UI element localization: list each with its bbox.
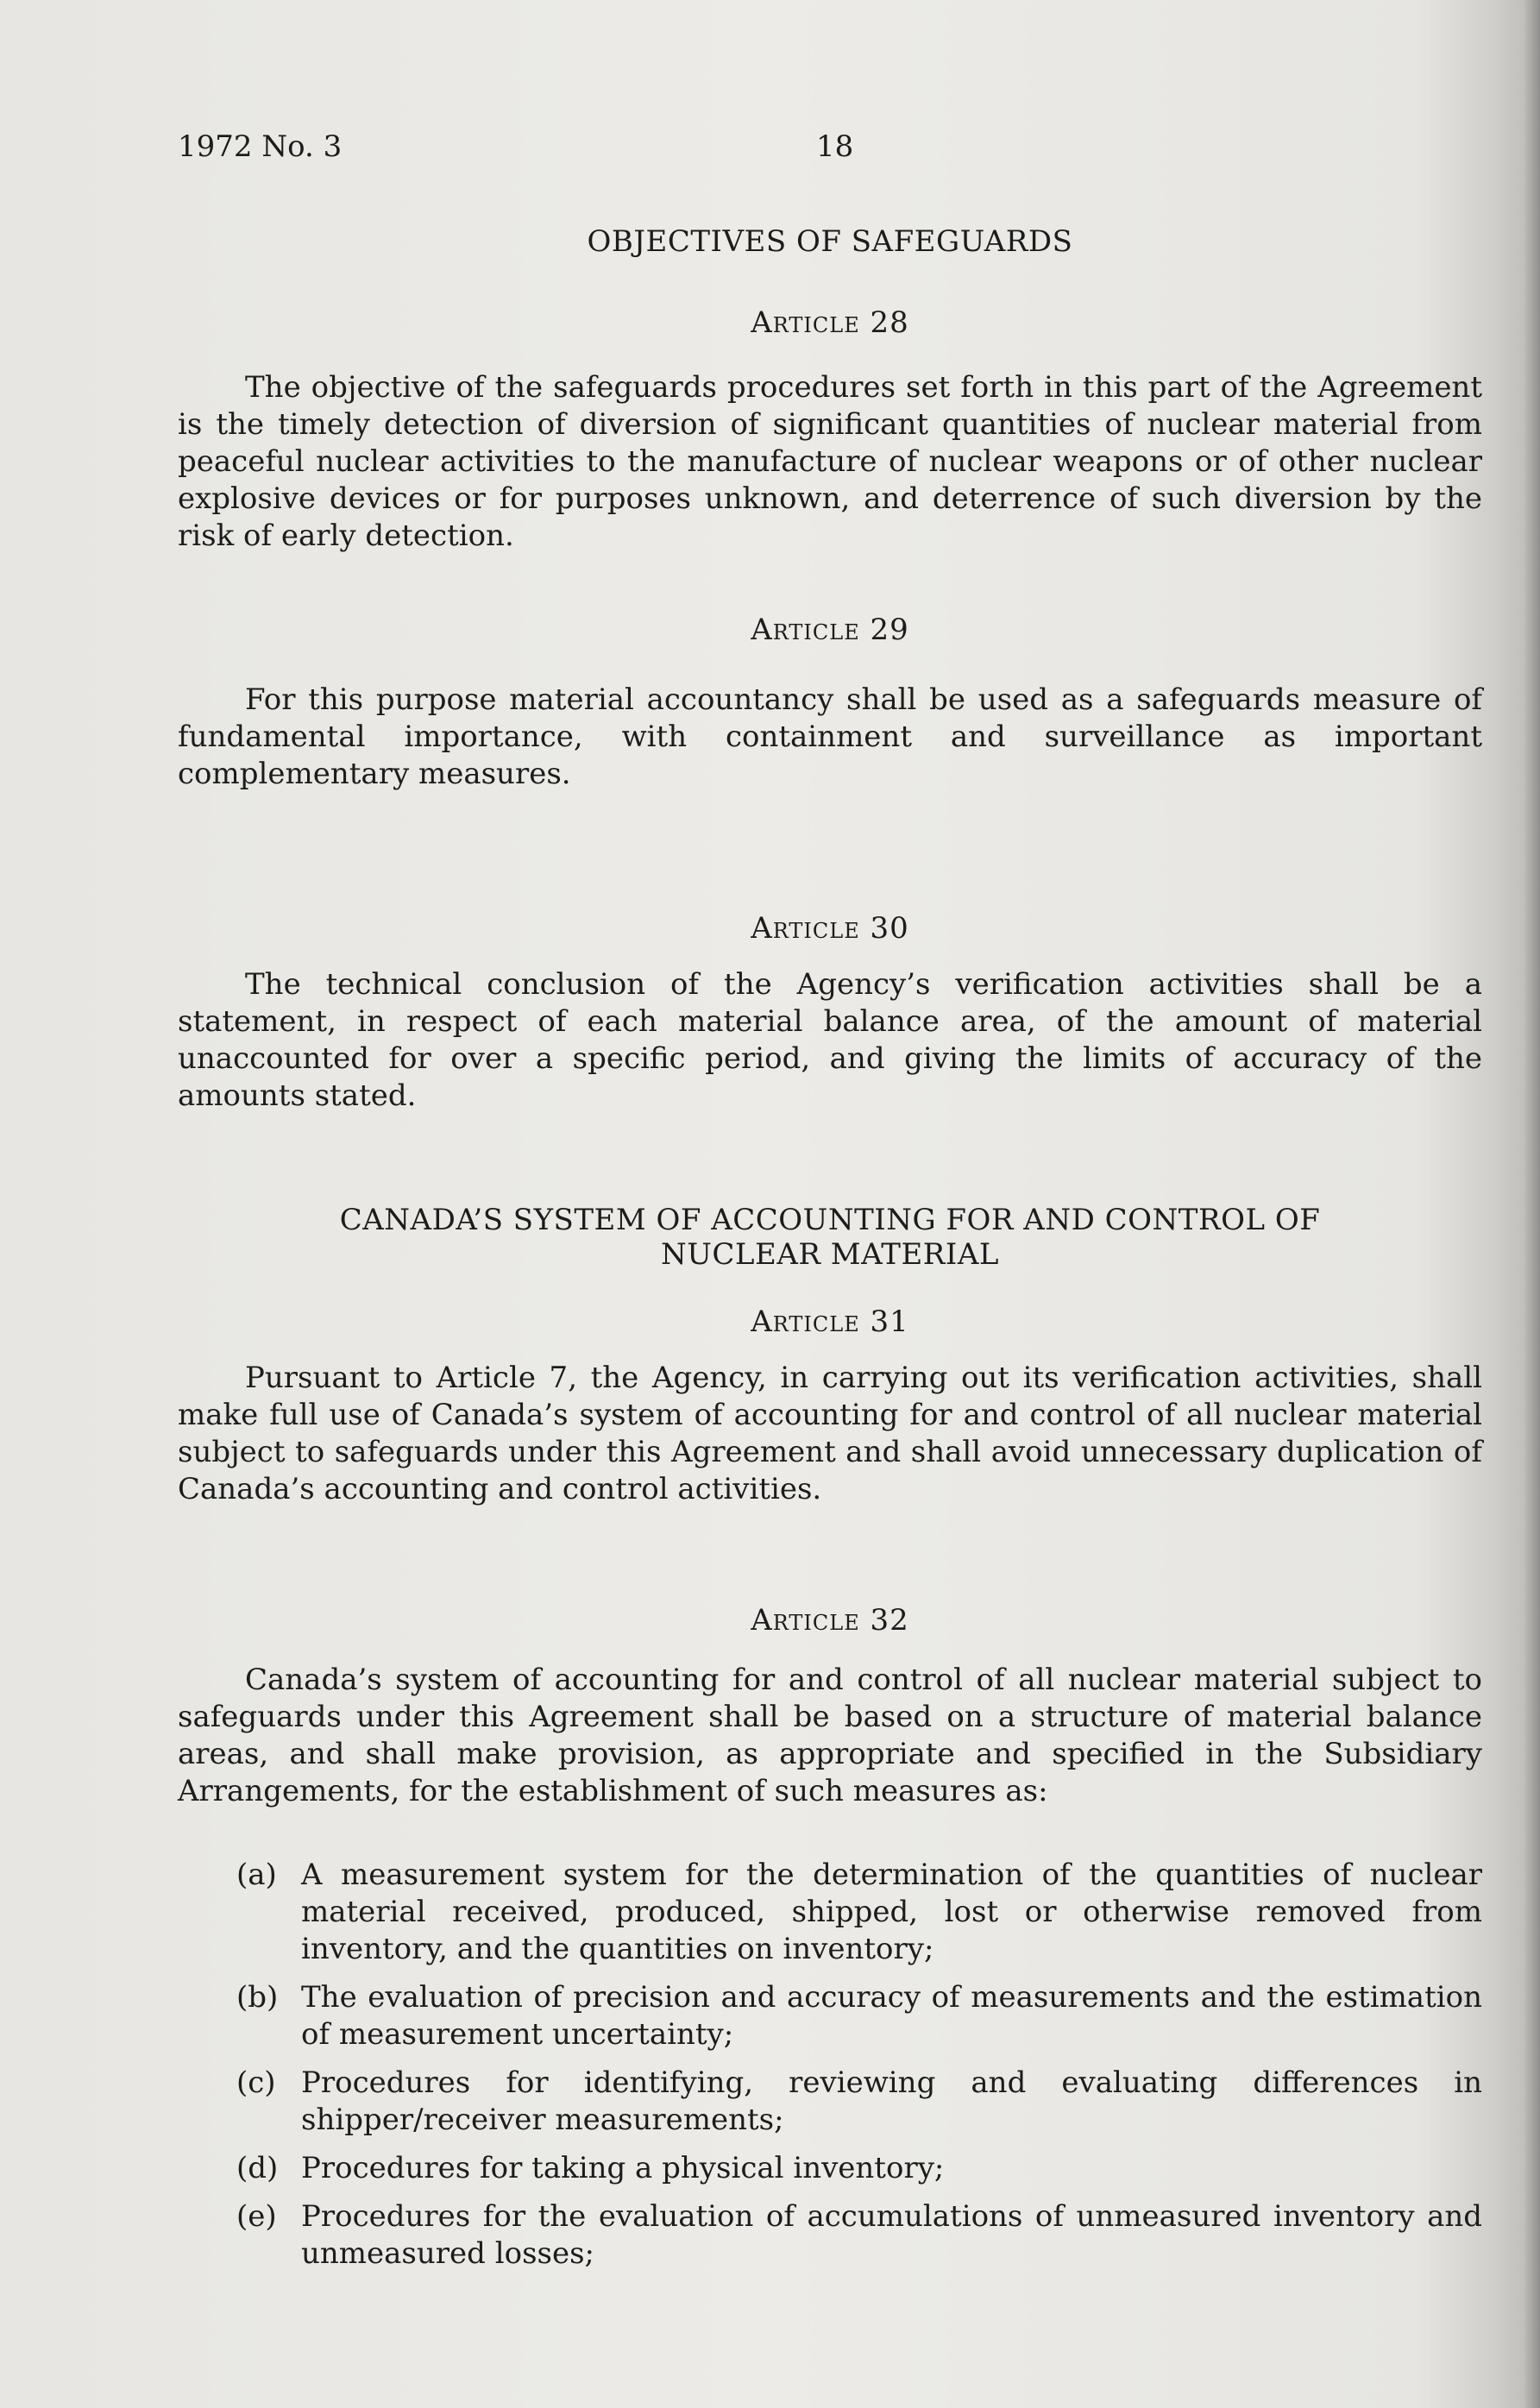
measures-list — [236, 1857, 1482, 2284]
list-item-text: Procedures for the evaluation of accumulations of unmeasured inventory and unmeasured losses; — [301, 2199, 1482, 2271]
list-item-text: The evaluation of precision and accuracy of measurements and the estimation of measurement uncertainty; — [301, 1980, 1482, 2052]
article-30-text: The technical conclusion of the Agency’s verification activities shall be a statement, in respect of each material balance area, of the amount of material unaccounted for over a specific period, and giving the limits of accuracy of the amounts stated. — [178, 967, 1482, 1113]
article-heading-29: Article 29 — [751, 613, 909, 647]
article-heading-28: Article 28 — [751, 305, 909, 340]
list-item-label: (c) — [236, 2065, 276, 2100]
list-item-label: (b) — [236, 1980, 279, 2015]
article-heading-32: Article 32 — [751, 1603, 909, 1638]
list-item — [236, 1979, 1482, 2053]
article-32-text: Canada’s system of accounting for and control of all nuclear material subject to safeguards under this Agreement shall be based on a structure of material balance areas, and shall make provision, as appropriate and specified in the Subsidiary Arrangements, for the establishment of such measures as: — [178, 1663, 1482, 1808]
section-title-canada-system-line1: CANADA’S SYSTEM OF ACCOUNTING FOR AND CONTROL OF — [339, 1203, 1321, 1237]
page-edge-shadow — [1524, 0, 1540, 2408]
list-item-label: (a) — [236, 1858, 277, 1892]
list-item — [236, 2198, 1482, 2273]
list-item-text: Procedures for identifying, reviewing and evaluating differences in shipper/receiver measurements; — [301, 2065, 1482, 2137]
article-heading-30: Article 30 — [751, 911, 909, 946]
list-item-text: A measurement system for the determination of the quantities of nuclear material received, produced, shipped, lost or otherwise removed from inventory, and the quantities on inventory; — [301, 1858, 1482, 1966]
list-item-label: (e) — [236, 2199, 277, 2234]
article-heading-31: Article 31 — [751, 1305, 909, 1339]
article-31-text: Pursuant to Article 7, the Agency, in carrying out its verification activities, shall make full use of Canada’s system of accounting for and control of all nuclear material subject to safeguards under this Agreement and shall avoid unnecessary duplication of Canada’s accounting and control activities. — [178, 1361, 1482, 1506]
article-28-text: The objective of the safeguards procedures set forth in this part of the Agreement is the timely detection of diversion of significant quantities of nuclear material from peaceful nuclear activities to the manufacture of nuclear weapons or of other nuclear explosive devices or for purposes unknown, and deterrence of such diversion by the risk of early detection. — [178, 370, 1482, 553]
list-item-text: Procedures for taking a physical inventory; — [301, 2151, 945, 2185]
section-title-canada-system-line2: NUCLEAR MATERIAL — [661, 1237, 999, 1272]
year-number: 1972 No. 3 — [178, 129, 343, 164]
list-item — [236, 2065, 1482, 2139]
running-header — [178, 128, 1482, 166]
list-item — [236, 2150, 1482, 2187]
list-item — [236, 1857, 1482, 1968]
list-item-label: (d) — [236, 2151, 279, 2185]
article-29-text: For this purpose material accountancy shall be used as a safeguards measure of fundamental importance, with containment and surveillance as important complementary measures. — [178, 682, 1482, 791]
page-number: 18 — [816, 129, 854, 164]
section-title-objectives: OBJECTIVES OF SAFEGUARDS — [587, 224, 1073, 259]
